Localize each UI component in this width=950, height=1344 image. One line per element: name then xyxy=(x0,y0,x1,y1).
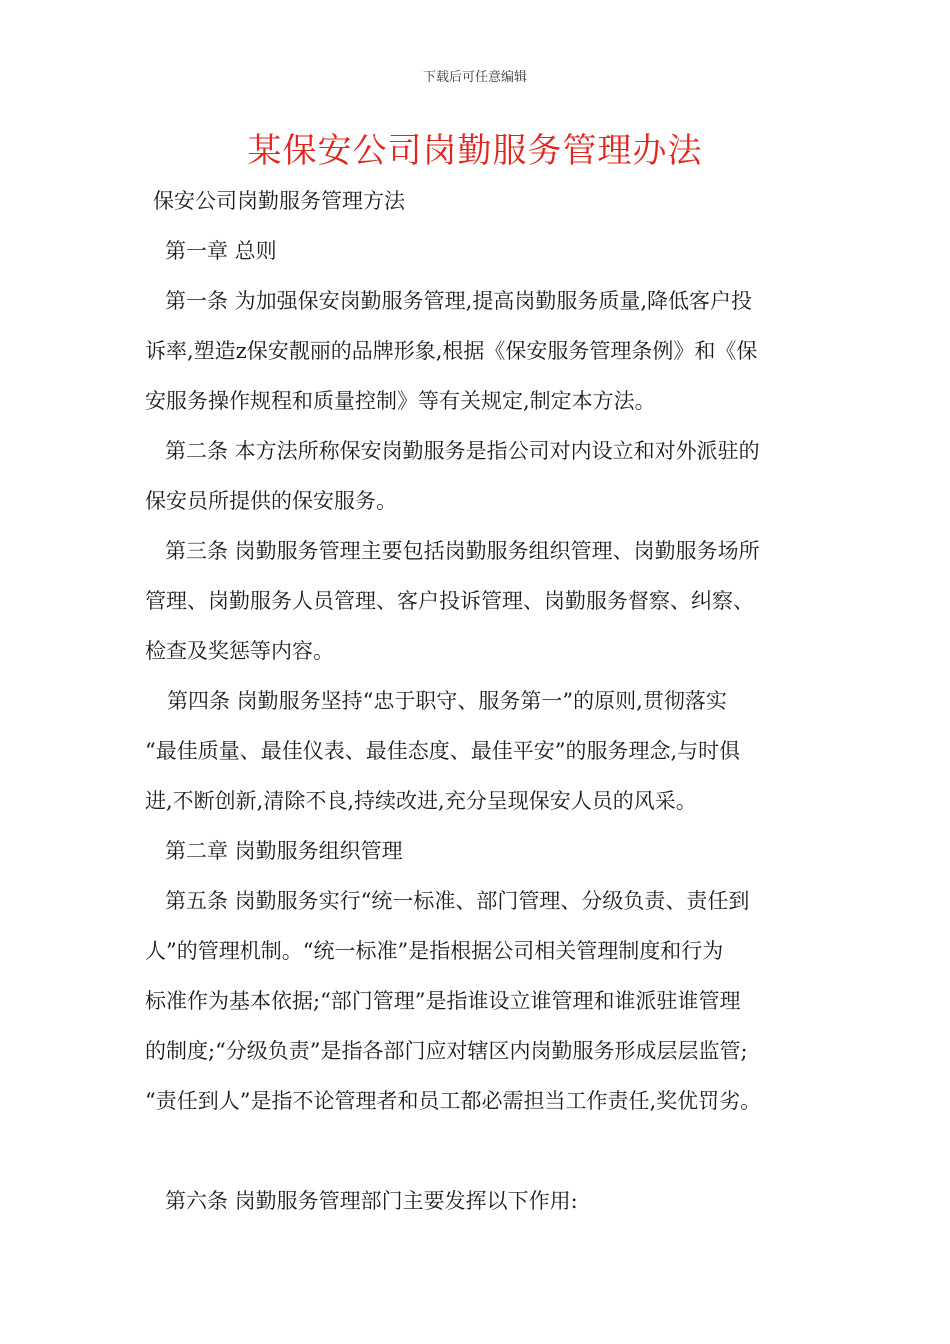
article-5-line: 第五条 岗勤服务实行“统一标准、部门管理、分级负责、责任到 xyxy=(165,889,750,913)
page-header-note: 下载后可任意编辑 xyxy=(422,70,527,85)
article-2 xyxy=(145,426,815,526)
chapter-1-heading xyxy=(145,226,815,276)
article-4 xyxy=(145,676,815,826)
article-5 xyxy=(145,876,815,1126)
article-1-line: 诉率,塑造z保安靓丽的品牌形象,根据《保安服务管理条例》和《保 xyxy=(145,339,758,363)
article-6-line: 第六条 岗勤服务管理部门主要发挥以下作用: xyxy=(165,1189,578,1213)
article-5-line: 人”的管理机制。“统一标准”是指根据公司相关管理制度和行为 xyxy=(145,939,724,963)
article-1 xyxy=(145,276,815,426)
article-2-line: 第二条 本方法所称保安岗勤服务是指公司对内设立和对外派驻的 xyxy=(165,439,760,463)
article-3-line: 管理、岗勤服务人员管理、客户投诉管理、岗勤服务督察、纠察、 xyxy=(145,589,754,613)
document-subtitle xyxy=(145,176,815,226)
article-4-line: 进,不断创新,清除不良,持续改进,充分呈现保安人员的风采。 xyxy=(145,789,697,813)
article-6 xyxy=(145,1176,815,1226)
chapter-2-line: 第二章 岗勤服务组织管理 xyxy=(165,839,403,863)
article-5-line: “责任到人”是指不论管理者和员工都必需担当工作责任,奖优罚劣。 xyxy=(145,1089,762,1113)
article-3-line: 第三条 岗勤服务管理主要包括岗勤服务组织管理、岗勤服务场所 xyxy=(165,539,760,563)
article-3 xyxy=(145,526,815,676)
chapter-2-heading xyxy=(145,826,815,876)
article-5-line: 标准作为基本依据;“部门管理”是指谁设立谁管理和谁派驻谁管理 xyxy=(145,989,741,1013)
document-body xyxy=(145,176,815,1226)
article-4-line: “最佳质量、最佳仪表、最佳态度、最佳平安”的服务理念,与时俱 xyxy=(145,739,741,763)
article-2-line: 保安员所提供的保安服务。 xyxy=(145,489,397,513)
subtitle-line: 保安公司岗勤服务管理方法 xyxy=(153,189,405,213)
paragraph-gap xyxy=(145,1126,815,1176)
article-4-line: 第四条 岗勤服务坚持“忠于职守、服务第一”的原则,贯彻落实 xyxy=(167,689,727,713)
article-3-line: 检查及奖惩等内容。 xyxy=(145,639,334,663)
article-1-line: 安服务操作规程和质量控制》等有关规定,制定本方法。 xyxy=(145,389,656,413)
article-1-line: 第一条 为加强保安岗勤服务管理,提高岗勤服务质量,降低客户投 xyxy=(165,289,753,313)
document-title: 某保安公司岗勤服务管理办法 xyxy=(247,131,703,171)
chapter-1-line: 第一章 总则 xyxy=(165,239,277,263)
article-5-line: 的制度;“分级负责”是指各部门应对辖区内岗勤服务形成层层监管; xyxy=(145,1039,748,1063)
